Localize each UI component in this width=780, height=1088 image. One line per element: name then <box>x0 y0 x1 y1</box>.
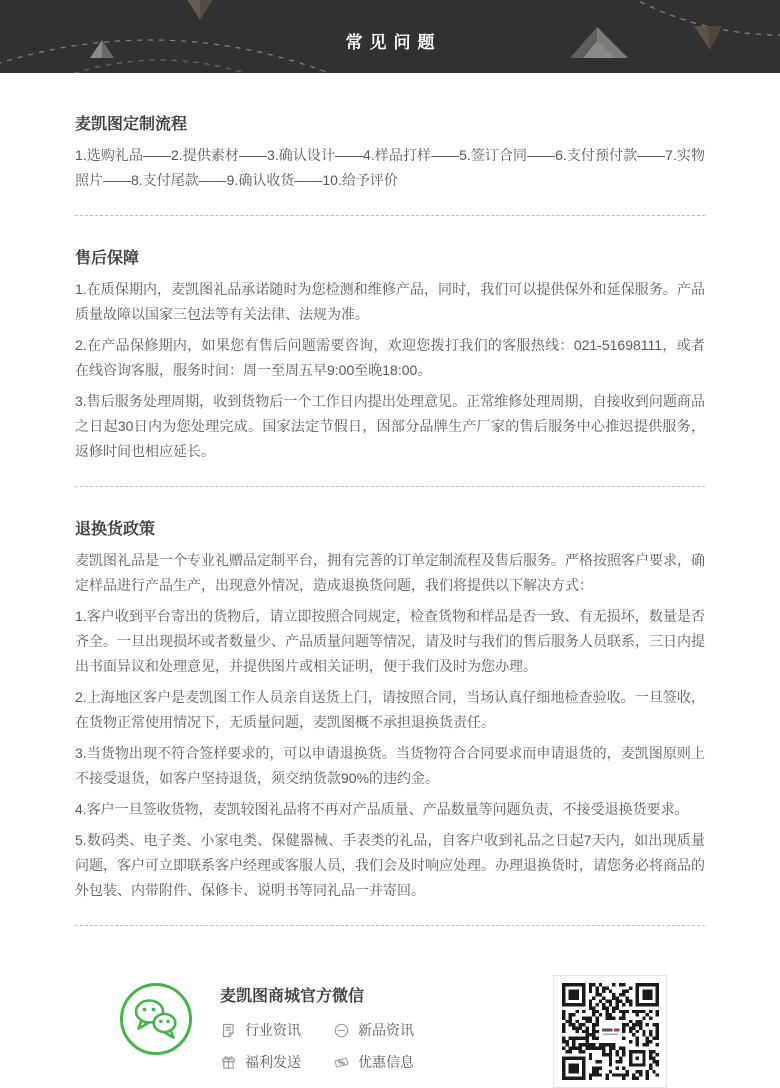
returns-heading: 退换货政策 <box>75 521 156 538</box>
section-returns <box>75 516 705 903</box>
process-steps: 1.选购礼品——2.提供素材——3.确认设计——4.样品打样——5.签订合同——6.支付预付款——7.实物照片——8.支付尾款——9.确认收货——10.给予评价 <box>75 147 705 188</box>
section-aftersales <box>75 245 705 464</box>
feature-label: 福利发送 <box>245 1054 301 1070</box>
returns-paragraph: 3.当货物出现不符合签样要求的，可以申请退换货。当货物符合合同要求而申请退货的，麦凯图原则上不接受退货，如客户坚持退货，须交纳货款90%的违约金。 <box>75 745 705 786</box>
section-divider <box>75 486 705 487</box>
wechat-feature-list <box>220 1020 414 1072</box>
wechat-qr-code <box>553 975 667 1088</box>
feature-new-products <box>333 1020 414 1040</box>
feature-discounts <box>333 1052 414 1072</box>
new-products-icon <box>333 1022 350 1039</box>
footer-wechat <box>0 955 780 1088</box>
section-process <box>75 73 705 193</box>
page-title: 常见问题 <box>345 33 442 52</box>
aftersales-paragraph: 3.售后服务处理周期，收到货物后一个工作日内提出处理意见。正常维修处理周期，自接收到问题商品之日起30日内为您处理完成。国家法定节假日，因部分品牌生产厂家的售后服务中心推迟提供服务，返修时间也相应延长。 <box>75 393 705 459</box>
aftersales-heading: 售后保障 <box>75 250 140 267</box>
gift-icon <box>220 1054 237 1071</box>
returns-paragraph: 4.客户一旦签收货物，麦凯较图礼品将不再对产品质量、产品数量等问题负责，不接受退换货要求。 <box>75 801 689 817</box>
aftersales-paragraph: 1.在质保期内，麦凯图礼品承诺随时为您检测和维修产品，同时，我们可以提供保外和延保服务。产品质量故障以国家三包法等有关法律、法规为准。 <box>75 281 705 322</box>
aftersales-paragraph: 2.在产品保修期内，如果您有售后问题需要咨询，欢迎您拨打我们的客服热线：021-51698111，或者在线咨询客服，服务时间：周一至周五早9:00至晚18:00。 <box>75 337 705 378</box>
feature-label: 新品资讯 <box>358 1022 414 1038</box>
wechat-account-title: 麦凯图商城官方微信 <box>220 988 365 1005</box>
wechat-info <box>220 983 414 1072</box>
news-doc-icon <box>220 1022 237 1039</box>
returns-paragraph: 5.数码类、电子类、小家电类、保健器械、手表类的礼品，自客户收到礼品之日起7天内，如出现质量问题，客户可立即联系客户经理或客服人员，我们会及时响应处理。办理退换货时，请您务必将商品的外包装、内带附件、保修卡、说明书等同礼品一并寄回。 <box>75 832 705 898</box>
returns-paragraph: 2.上海地区客户是麦凯图工作人员亲自送货上门，请按照合同，当场认真仔细地检查验收。一旦签收，在货物正常使用情况下，无质量问题，麦凯图概不承担退换货责任。 <box>75 689 705 730</box>
section-divider <box>75 215 705 216</box>
main-content <box>0 73 780 926</box>
feature-label: 行业资讯 <box>245 1022 301 1038</box>
feature-benefits <box>220 1052 301 1072</box>
coupon-icon <box>333 1054 350 1071</box>
returns-paragraph: 1.客户收到平台寄出的货物后，请立即按照合同规定，检查货物和样品是否一致、有无损坏，数量是否齐全。一旦出现损坏或者数量少、产品质量问题等情况，请及时与我们的售后服务人员联系，三日内提出书面异议和处理意见，并提供图片或相关证明，便于我们及时为您办理。 <box>75 608 705 674</box>
returns-intro: 麦凯图礼品是一个专业礼赠品定制平台，拥有完善的订单定制流程及售后服务。严格按照客户要求，确定样品进行产品生产，出现意外情况，造成退换货问题，我们将提供以下解决方式： <box>75 552 705 593</box>
page-banner <box>0 0 780 73</box>
feature-industry-news <box>220 1020 301 1040</box>
section-divider <box>75 925 705 926</box>
feature-label: 优惠信息 <box>358 1054 414 1070</box>
process-heading: 麦凯图定制流程 <box>75 116 188 133</box>
